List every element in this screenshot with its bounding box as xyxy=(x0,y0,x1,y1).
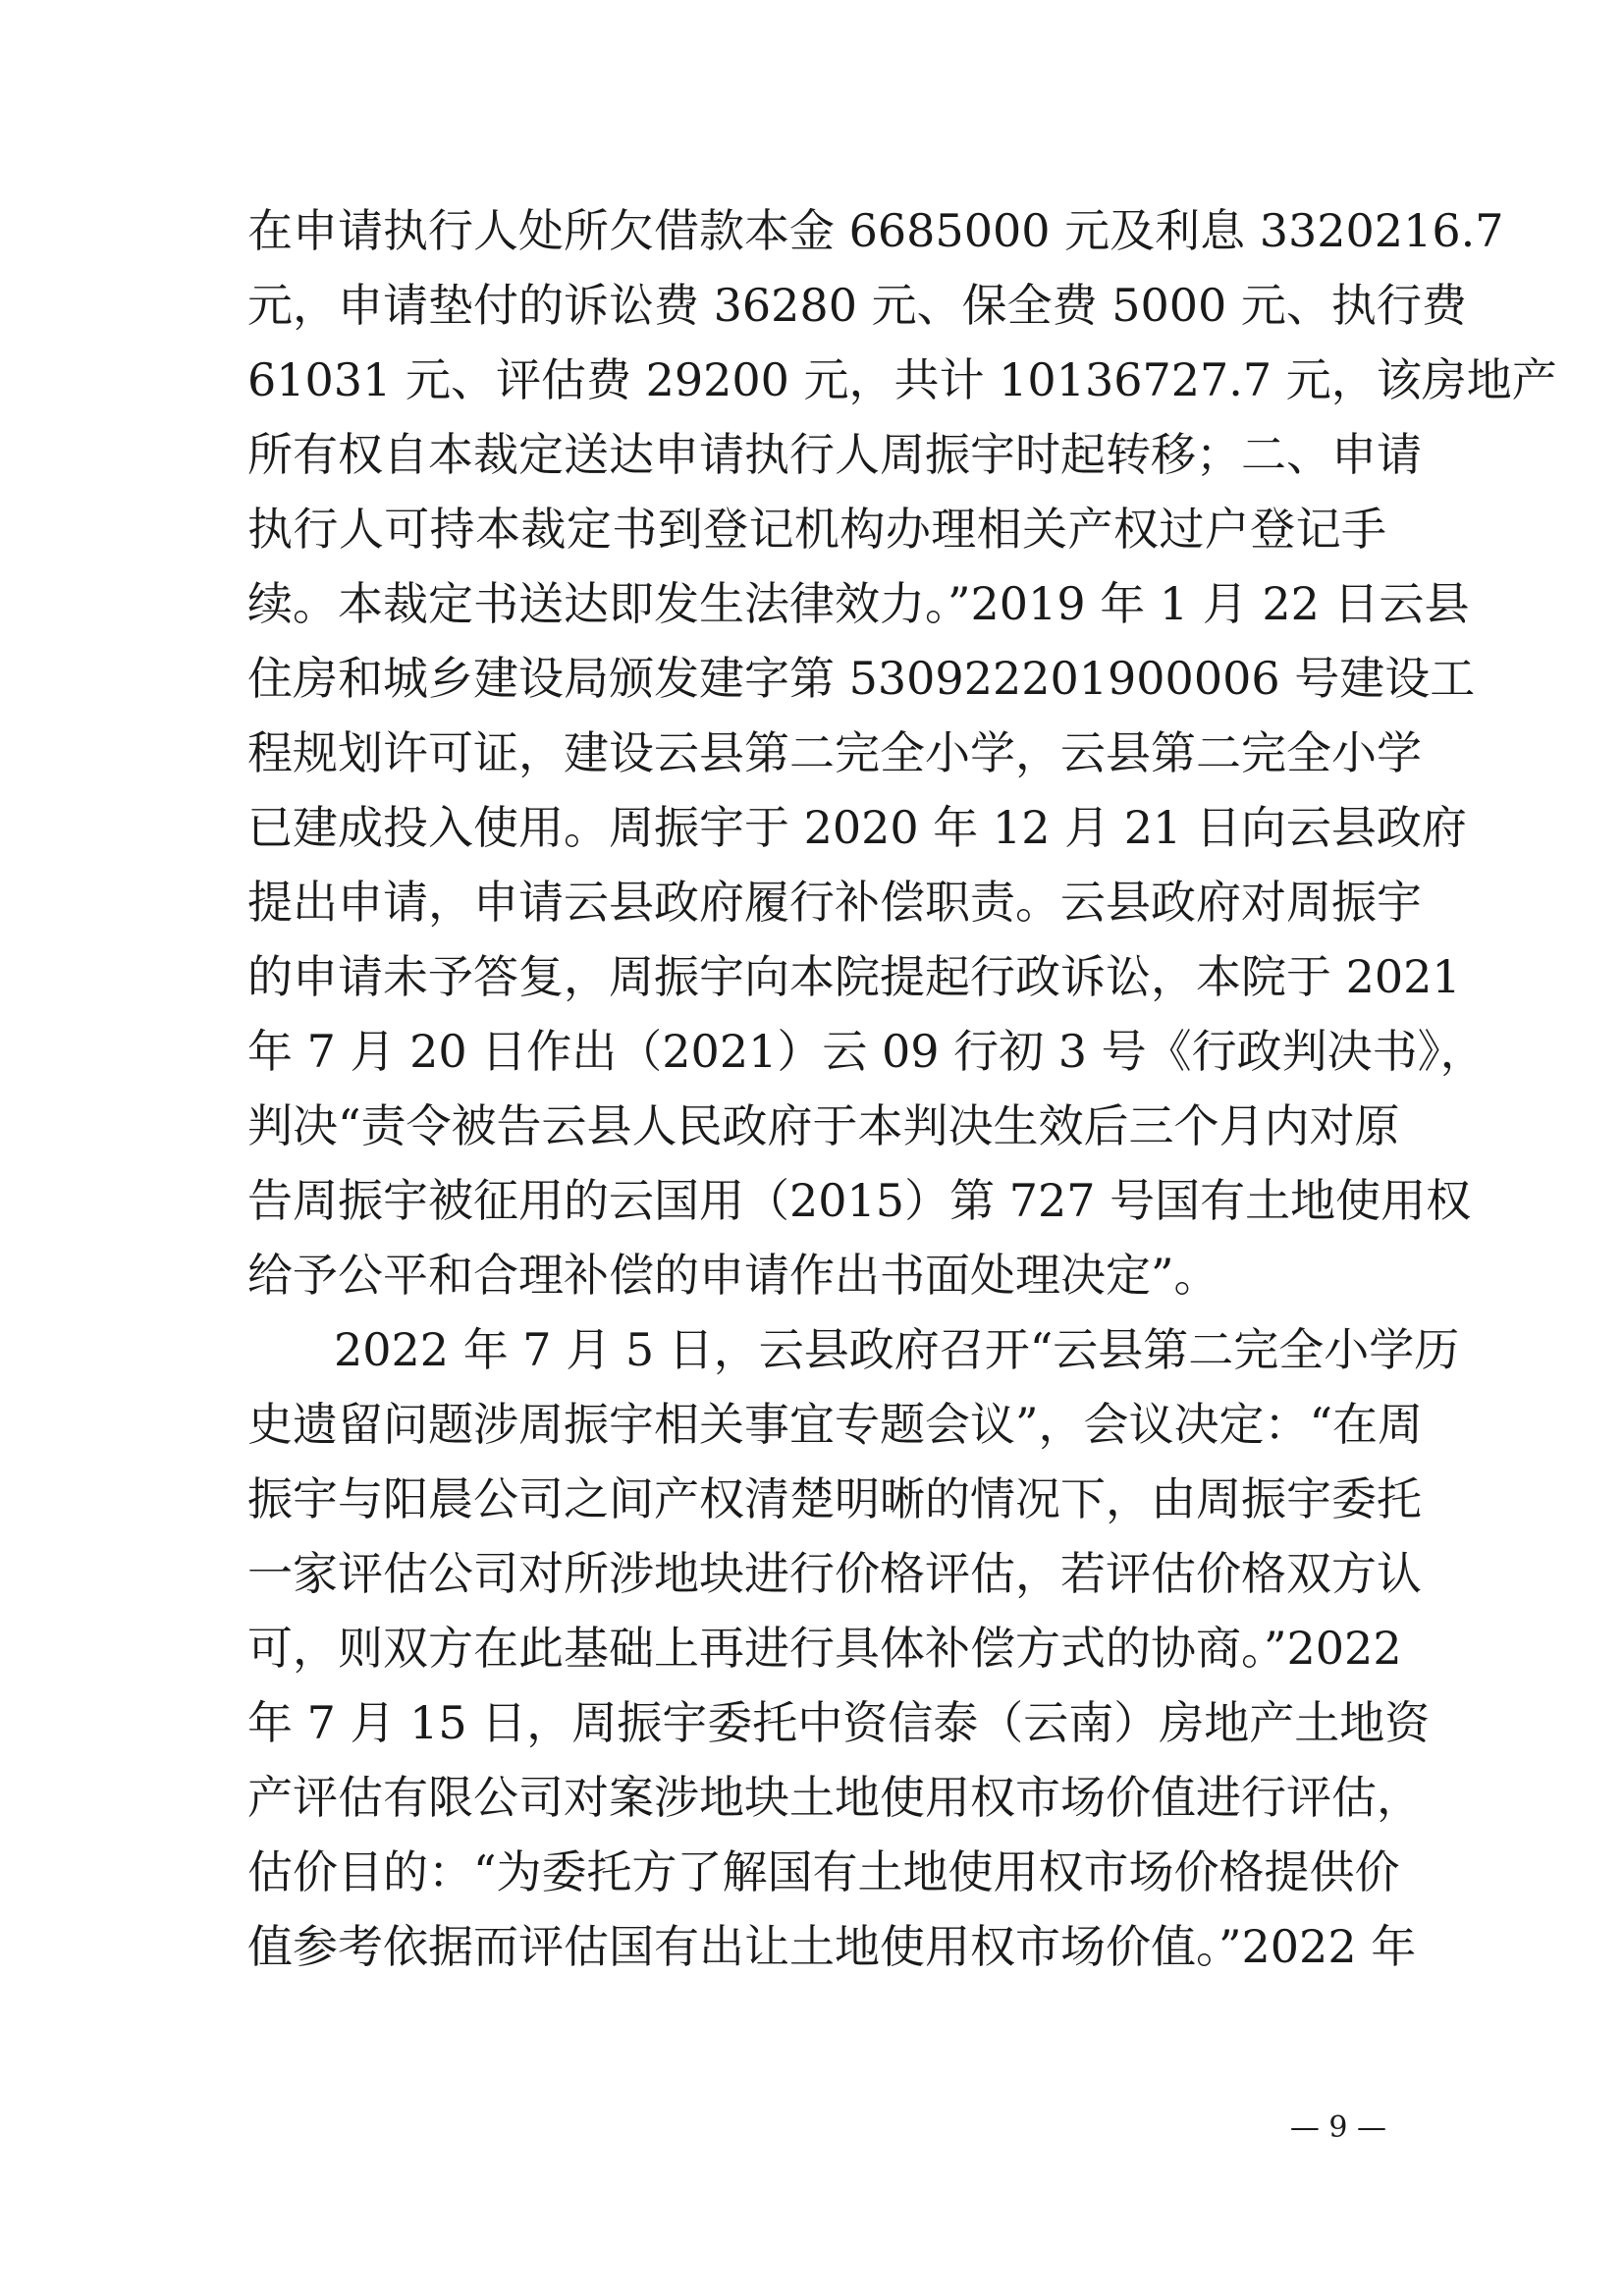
body-line-16: 2022 年 7 月 5 日，云县政府召开“云县第二完全小学历 xyxy=(334,1323,1460,1376)
body-line-24: 值参考依据而评估国有出让土地使用权市场价值。”2022 年 xyxy=(247,1920,1417,1973)
body-line-22: 产评估有限公司对案涉地块土地使用权市场价值进行评估， xyxy=(247,1771,1422,1824)
body-line-3: 61031 元、评估费 29200 元，共计 10136727.7 元，该房地产 xyxy=(247,353,1557,406)
body-line-10: 提出申请，申请云县政府履行补偿职责。云县政府对周振宇 xyxy=(247,876,1422,929)
body-line-21: 年 7 月 15 日，周振宇委托中资信泰（云南）房地产土地资 xyxy=(247,1696,1431,1749)
body-line-17: 史遗留问题涉周振宇相关事宜专题会议”，会议决定：“在周 xyxy=(247,1398,1424,1451)
body-line-2: 元，申请垫付的诉讼费 36280 元、保全费 5000 元、执行费 xyxy=(247,279,1467,332)
body-line-6: 续。本裁定书送达即发生法律效力。”2019 年 1 月 22 日云县 xyxy=(247,577,1470,630)
body-line-5: 执行人可持本裁定书到登记机构办理相关产权过户登记手 xyxy=(247,503,1386,556)
body-line-12: 年 7 月 20 日作出（2021）云 09 行初 3 号《行政判决书》， xyxy=(247,1025,1486,1078)
body-line-20: 可，则双方在此基础上再进行具体补偿方式的协商。”2022 xyxy=(247,1622,1402,1675)
body-line-8: 程规划许可证，建设云县第二完全小学，云县第二完全小学 xyxy=(247,726,1422,779)
body-line-9: 已建成投入使用。周振宇于 2020 年 12 月 21 日向云县政府 xyxy=(247,801,1467,854)
body-line-1: 在申请执行人处所欠借款本金 6685000 元及利息 3320216.7 xyxy=(247,204,1504,257)
body-line-18: 振宇与阳晨公司之间产权清楚明晰的情况下，由周振宇委托 xyxy=(247,1472,1422,1525)
body-line-7: 住房和城乡建设局颁发建字第 530922201900006 号建设工 xyxy=(247,652,1476,705)
body-line-14: 告周振宇被征用的云国用（2015）第 727 号国有土地使用权 xyxy=(247,1174,1472,1227)
body-line-19: 一家评估公司对所涉地块进行价格评估，若评估价格双方认 xyxy=(247,1547,1422,1600)
body-line-23: 估价目的：“为委托方了解国有土地使用权市场价格提供价 xyxy=(247,1845,1400,1898)
body-line-15: 给予公平和合理补偿的申请作出书面处理决定”。 xyxy=(247,1249,1219,1302)
body-line-4: 所有权自本裁定送达申请执行人周振宇时起转移；二、申请 xyxy=(247,428,1422,481)
body-line-13: 判决“责令被告云县人民政府于本判决生效后三个月内对原 xyxy=(247,1099,1400,1152)
body-line-11: 的申请未予答复，周振宇向本院提起行政诉讼，本院于 2021 xyxy=(247,950,1461,1003)
page-number: — 9 — xyxy=(1289,2110,1386,2145)
